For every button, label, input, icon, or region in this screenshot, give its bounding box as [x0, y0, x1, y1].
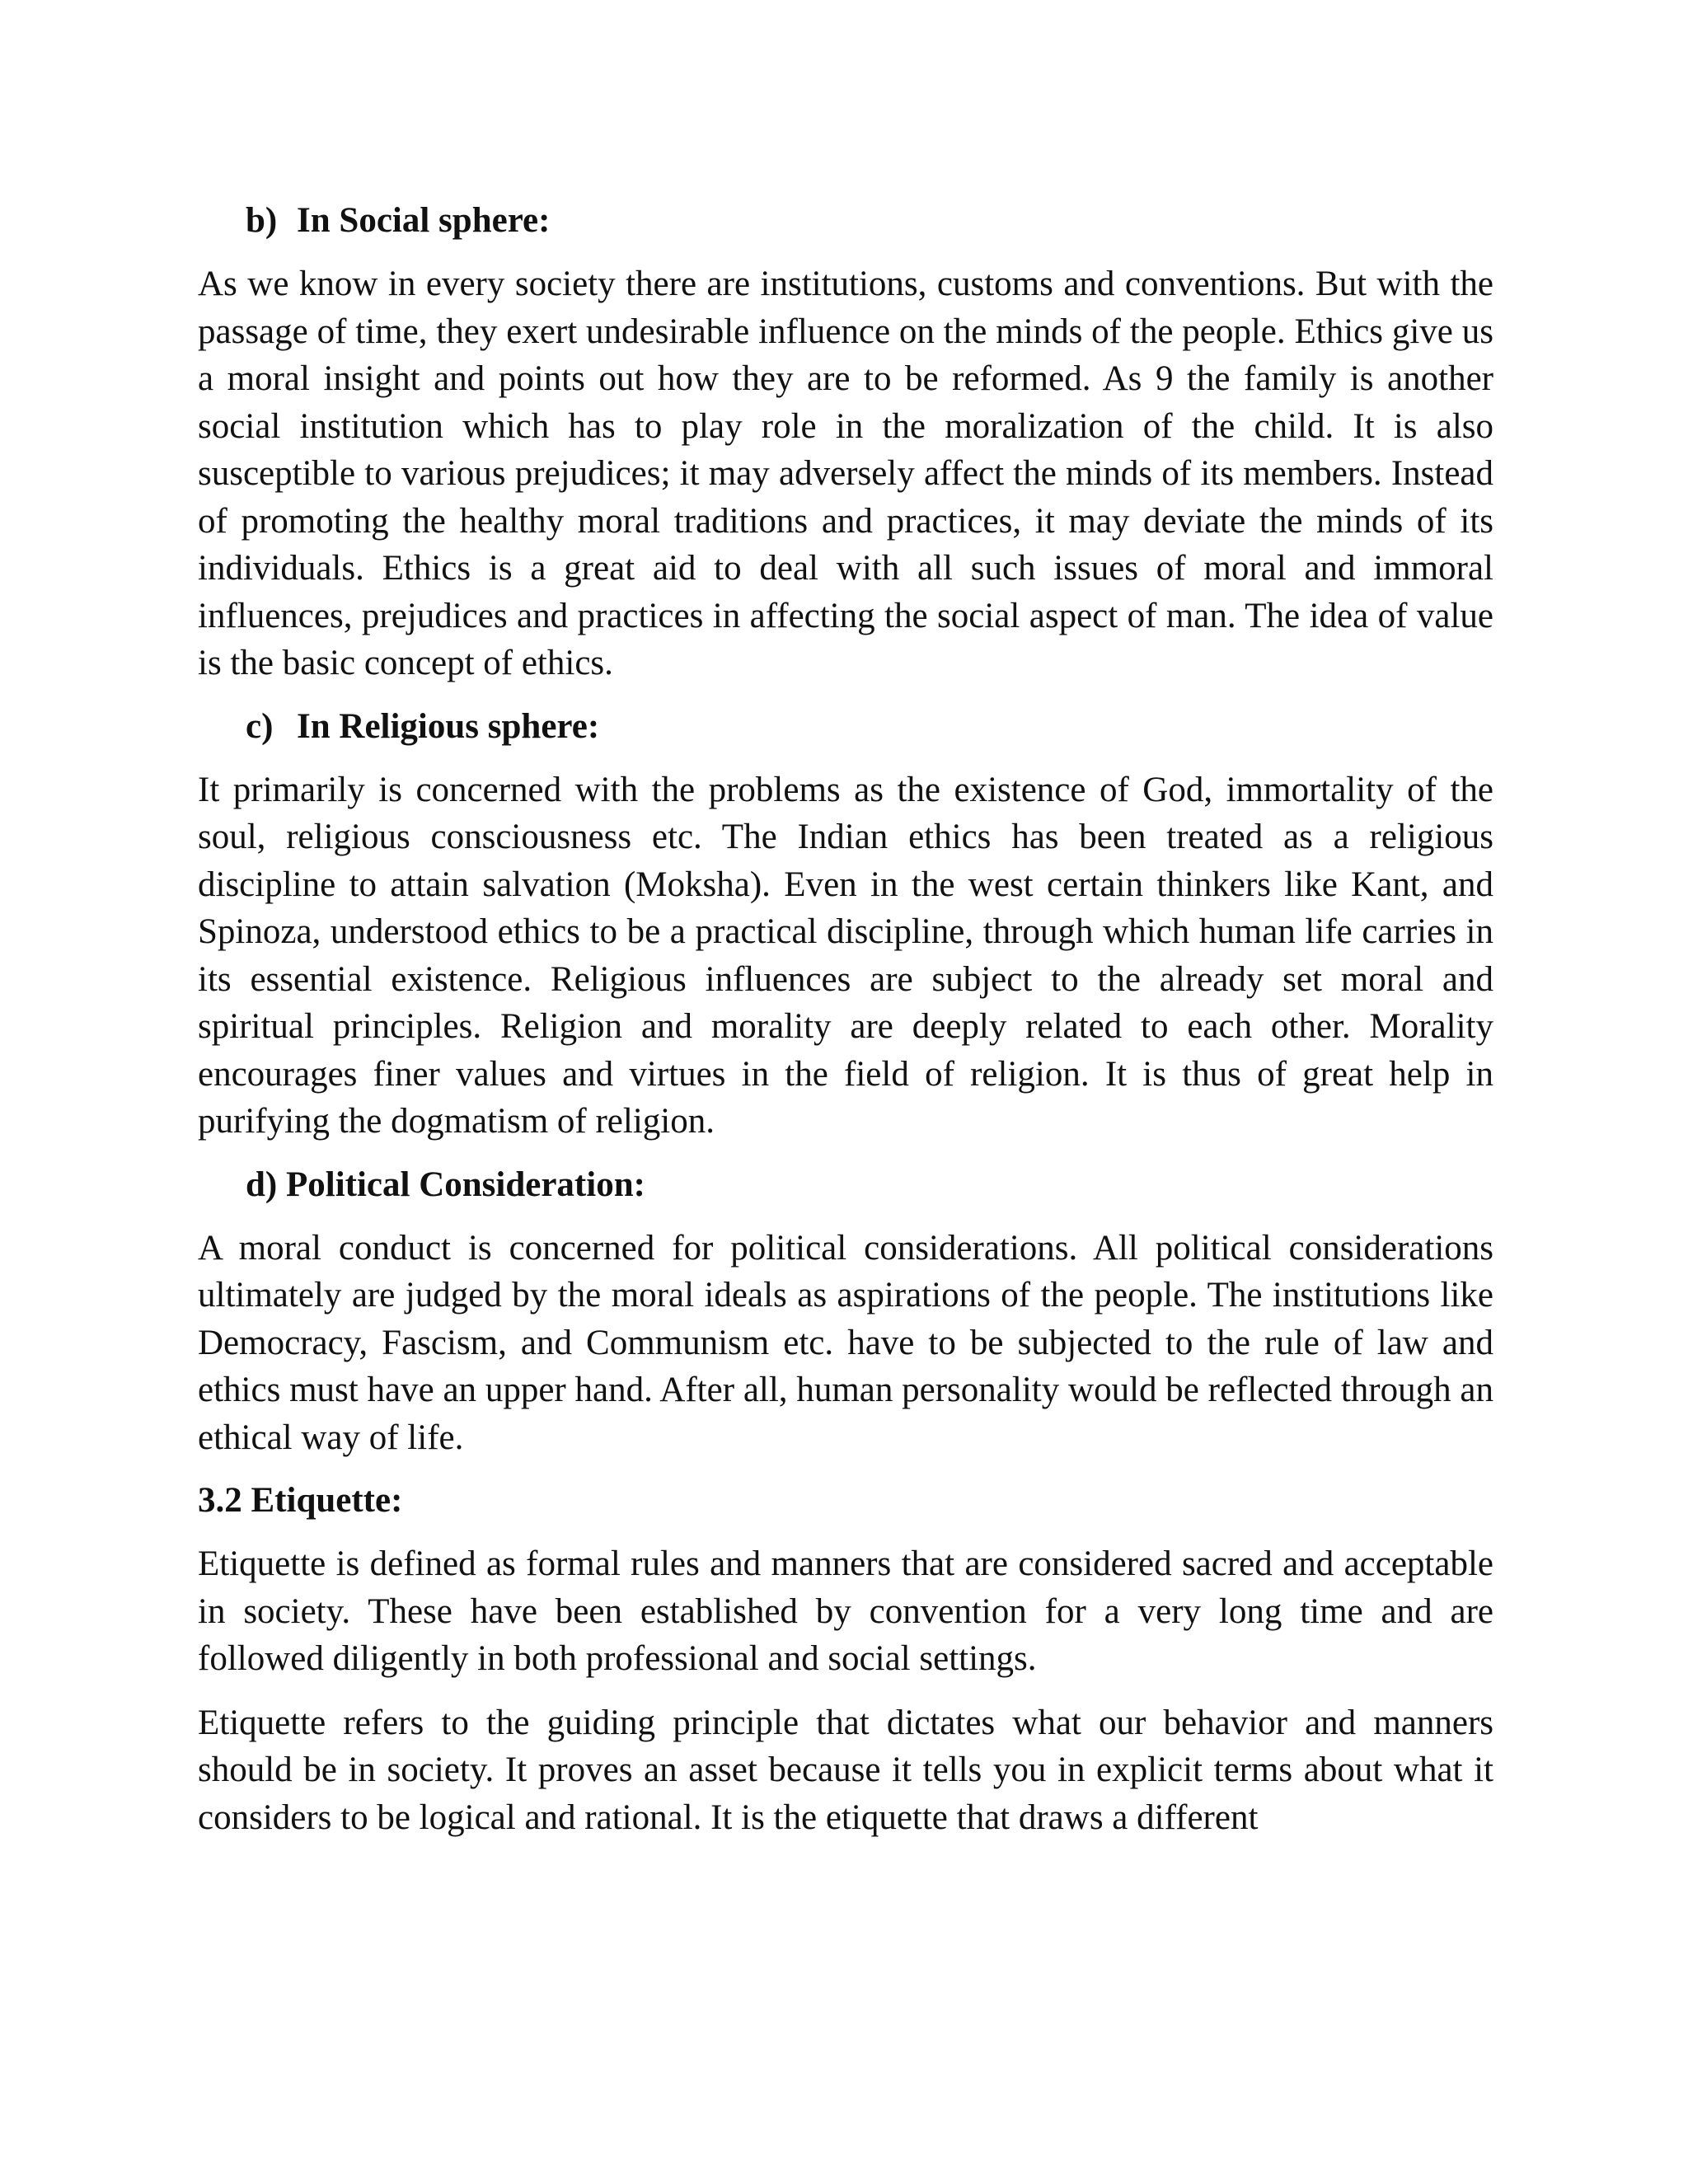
- section-title: Political Consideration:: [285, 1165, 645, 1204]
- document-page: [198, 198, 1493, 1841]
- section-label: c): [246, 706, 274, 746]
- etiquette-paragraph-1: Etiquette is defined as formal rules and manners that are considered sacred and acceptable in society. These have been established by convention for a very long time and are followed diligently in both professional and social settings.: [198, 1544, 1493, 1678]
- section-title: In Social sphere:: [297, 201, 551, 240]
- section-heading-religious: [198, 704, 1493, 750]
- section-label: d): [246, 1165, 278, 1204]
- section-paragraph-religious: It primarily is concerned with the problems as the existence of God, immortality of the soul, religious consciousness etc. The Indian ethics has been treated as a religious discipline to attain salvation (Moksha). Even in the west certain thinkers like Kant, and Spinoza, understood ethics to be a practical discipline, through which human life carries in its essential existence. Religious influences are subject to the already set moral and spiritual principles. Religion and morality are deeply related to each other. Morality encourages finer values and virtues in the field of religion. It is thus of great help in purifying the dogmatism of religion.: [198, 770, 1493, 1141]
- section-heading-social: [198, 198, 1493, 244]
- etiquette-paragraph-2: Etiquette refers to the guiding principle that dictates what our behavior and manners should be in society. It proves an asset because it tells you in explicit terms about what it considers to be logical and rational. It is the etiquette that draws a different: [198, 1703, 1493, 1837]
- section-heading-political: [198, 1162, 1493, 1208]
- section-label: b): [246, 201, 278, 240]
- section-paragraph-social: As we know in every society there are institutions, customs and conventions. But with the passage of time, they exert undesirable influence on the minds of the people. Ethics give us a moral insight and points out how they are to be reformed. As 9 the family is another social institution which has to play role in the moralization of the child. It is also susceptible to various prejudices; it may adversely affect the minds of its members. Instead of promoting the healthy moral traditions and practices, it may deviate the minds of its individuals. Ethics is a great aid to deal with all such issues of moral and immoral influences, prejudices and practices in affecting the social aspect of man. The idea of value is the basic concept of ethics.: [198, 265, 1493, 682]
- section-paragraph-political: A moral conduct is concerned for political considerations. All political considerations ultimately are judged by the moral ideals as aspirations of the people. The institutions like Democracy, Fascism, and Communism etc. have to be subjected to the rule of law and ethics must have an upper hand. After all, human personality would be reflected through an ethical way of life.: [198, 1228, 1493, 1457]
- section-title: In Religious sphere:: [297, 706, 600, 746]
- etiquette-heading: 3.2 Etiquette:: [198, 1481, 403, 1520]
